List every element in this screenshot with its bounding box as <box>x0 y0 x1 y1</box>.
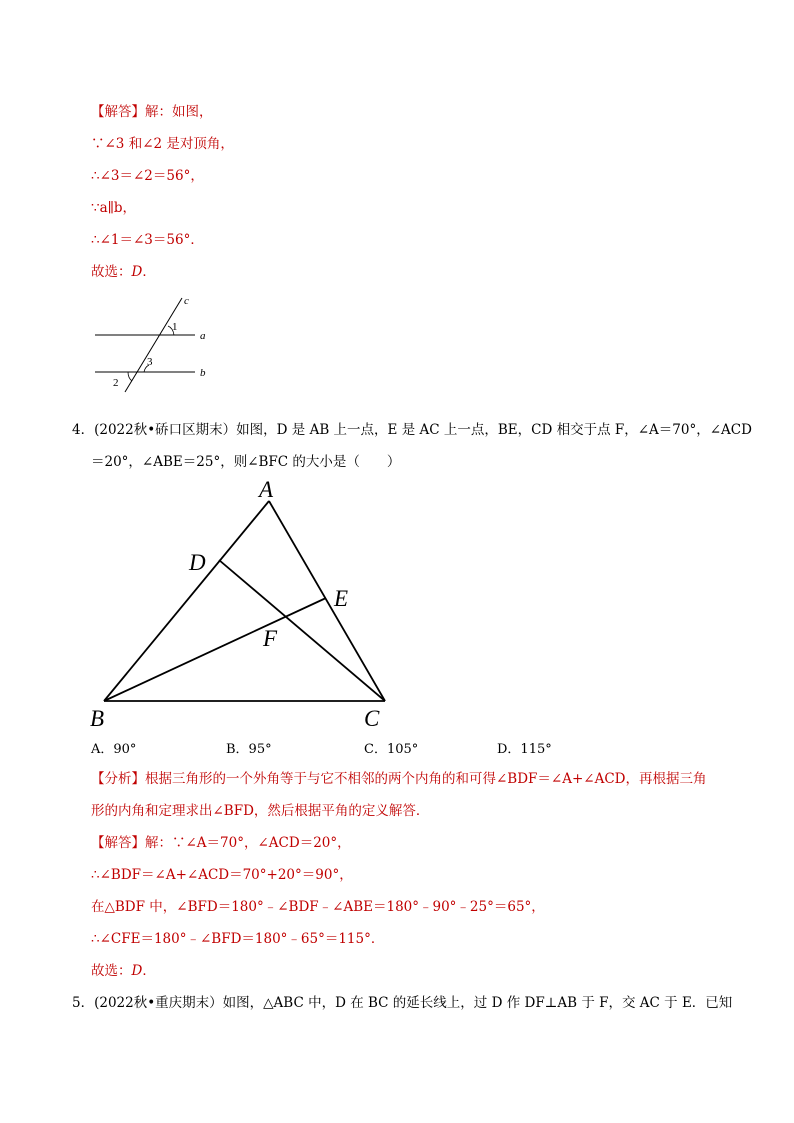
question-4-line-1: 4．(2022秋•硚口区期末）如图，D 是 AB 上一点，E 是 AC 上一点，BE，CD 相交于点 F，∠A＝70°，∠ACD <box>72 422 752 438</box>
vertex-label-c: C <box>364 706 380 731</box>
vertex-label-d: D <box>189 550 206 575</box>
side-ab <box>104 501 269 701</box>
vertex-label-b: B <box>90 706 105 731</box>
q4-answer-text-1: 解：∵∠A＝70°，∠ACD＝20°， <box>145 835 351 851</box>
segment-cd <box>219 560 385 701</box>
solution-line-3: ∵a∥b， <box>91 200 137 216</box>
solution-line-1: ∵∠3 和∠2 是对顶角， <box>91 136 234 152</box>
question-5-line-1: 5．(2022秋•重庆期末）如图，△ABC 中，D 在 BC 的延长线上，过 D 作 DF⊥AB 于 F，交 AC 于 E．已知 <box>72 995 733 1011</box>
q4-choice-suffix: ． <box>142 963 156 979</box>
line-c <box>125 298 182 392</box>
answer-line <box>91 102 213 122</box>
analysis-text-1: 根据三角形的一个外角等于与它不相邻的两个内角的和可得∠BDF＝∠A+∠ACD，再根据三角 <box>145 771 707 787</box>
q4-choice-letter: D <box>131 963 143 979</box>
analysis-line-2: 形的内角和定理求出∠BFD，然后根据平角的定义解答． <box>91 803 430 819</box>
vertex-label-e: E <box>334 586 349 611</box>
q4-choice-line <box>91 961 156 981</box>
side-ac <box>269 501 385 701</box>
question-4-line-2: ＝20°，∠ABE＝25°，则∠BFC 的大小是（ ） <box>91 454 401 470</box>
q4-choice-prefix: 故选： <box>91 963 132 979</box>
choice-suffix: ． <box>142 264 156 280</box>
choice-line <box>91 262 156 282</box>
label-2: 2 <box>113 377 119 389</box>
choice-prefix: 故选： <box>91 264 132 280</box>
analysis-tag: 【分析】 <box>91 771 145 787</box>
label-1: 1 <box>172 321 178 333</box>
parallel-lines-figure <box>90 292 220 392</box>
q4-answer-line-4: ∴∠CFE＝180°﹣∠BFD＝180°﹣65°＝115°． <box>91 931 385 947</box>
label-3: 3 <box>147 356 153 368</box>
q4-answer-tag: 【解答】 <box>91 835 145 851</box>
answer-tag: 【解答】 <box>91 104 145 120</box>
q4-answer-line-2: ∴∠BDF＝∠A+∠ACD＝70°+20°＝90°， <box>91 867 353 883</box>
label-b: b <box>200 367 206 379</box>
segment-be <box>104 598 326 701</box>
choice-letter: D <box>131 264 143 280</box>
label-c: c <box>184 295 189 307</box>
option-c: C．105° <box>364 742 419 757</box>
analysis-line-1 <box>91 769 707 789</box>
label-a: a <box>200 330 206 342</box>
vertex-label-f: F <box>263 626 278 651</box>
triangle-figure <box>88 476 408 731</box>
option-b: B．95° <box>226 742 272 757</box>
option-a: A．90° <box>91 742 137 757</box>
q4-answer-line-1 <box>91 833 351 853</box>
answer-intro: 解：如图， <box>145 104 213 120</box>
option-d: D．115° <box>497 742 552 757</box>
angle-2-arc <box>128 372 132 381</box>
solution-line-4: ∴∠1＝∠3＝56°． <box>91 232 204 248</box>
solution-line-2: ∴∠3＝∠2＝56°， <box>91 168 204 184</box>
vertex-label-a: A <box>259 477 274 502</box>
q4-answer-line-3: 在△BDF 中，∠BFD＝180°﹣∠BDF﹣∠ABE＝180°﹣90°﹣25°＝65°， <box>91 899 545 915</box>
